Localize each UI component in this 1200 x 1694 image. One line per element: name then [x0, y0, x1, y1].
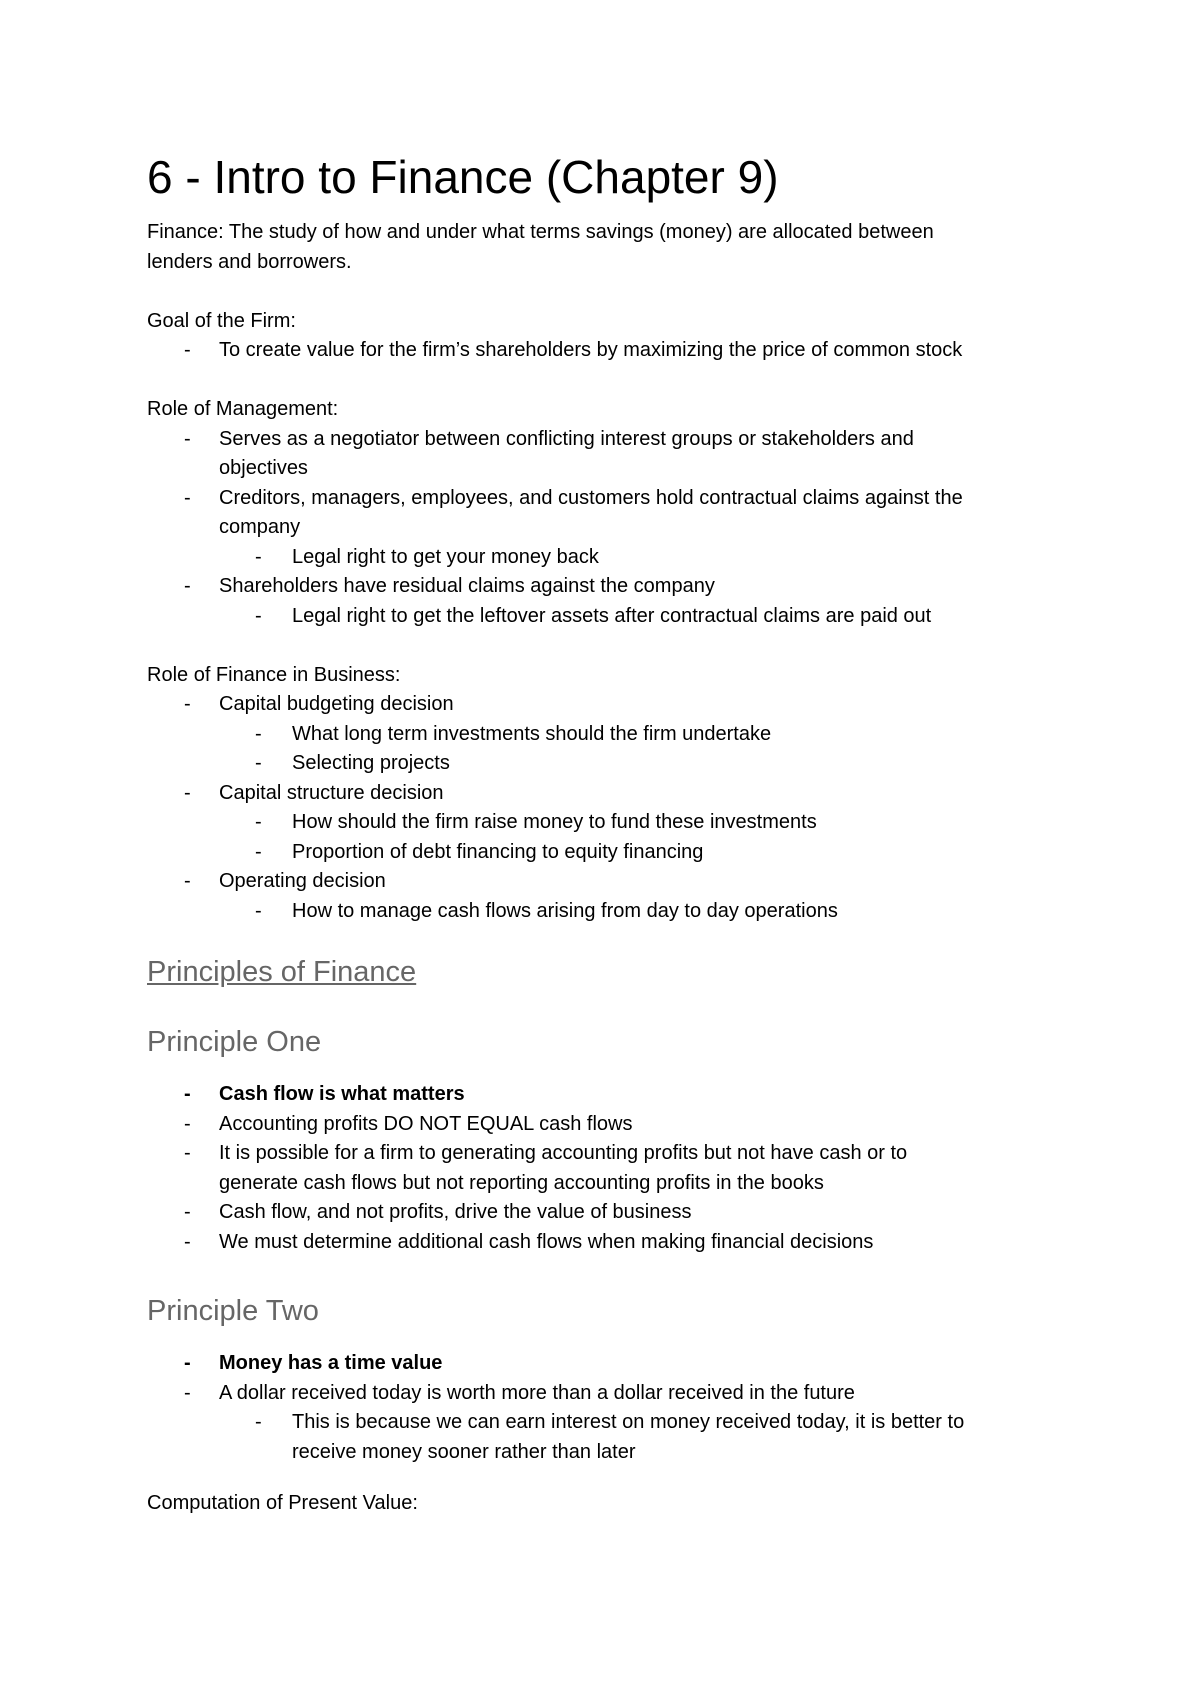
- present-value-heading: Computation of Present Value:: [147, 1492, 418, 1514]
- list-item-text: We must determine additional cash flows when making financial decisions: [219, 1230, 874, 1253]
- dash-bullet: -: [184, 1142, 191, 1164]
- list-item-text: Cash flow is what matters: [219, 1083, 465, 1105]
- principle-one-list: [147, 1080, 1077, 1257]
- list-item-text: Accounting profits DO NOT EQUAL cash flows: [219, 1112, 633, 1135]
- list-item-text: Operating decision: [219, 870, 386, 892]
- list-item-text: Shareholders have residual claims against the company: [219, 575, 715, 597]
- list-item-text: Serves as a negotiator between conflicting interest groups or stakeholders and: [219, 427, 914, 450]
- sub-list-item: [147, 838, 1077, 868]
- dash-bullet: -: [184, 1230, 191, 1253]
- dash-bullet: -: [255, 811, 262, 833]
- list-item: [147, 1198, 1077, 1228]
- dash-bullet: -: [184, 339, 191, 361]
- list-item-text: Money has a time value: [219, 1352, 443, 1374]
- list-item-text: Legal right to get the leftover assets after contractual claims are paid out: [292, 604, 932, 627]
- sub-list-item-continuation: [147, 1438, 1077, 1468]
- list-item: [147, 1139, 1077, 1169]
- list-item-text: generate cash flows but not reporting accounting profits in the books: [219, 1171, 824, 1194]
- list-item-text: Capital budgeting decision: [219, 693, 454, 715]
- sub-list-item: [147, 808, 1077, 838]
- principle-two-heading: Principle Two: [147, 1295, 319, 1327]
- management-sublist: [147, 543, 1077, 573]
- finance-role-list: [147, 867, 1077, 897]
- dash-bullet: -: [255, 752, 262, 774]
- list-item: [147, 336, 1077, 366]
- principle-one-heading: Principle One: [147, 1026, 322, 1058]
- sub-list-item: [147, 749, 1077, 779]
- list-item: [147, 1110, 1077, 1140]
- management-list: [147, 425, 1077, 543]
- dash-bullet: -: [184, 486, 191, 509]
- list-item: [147, 1379, 1077, 1409]
- list-item-text: This is because we can earn interest on money received today, it is better to: [292, 1411, 965, 1433]
- dash-bullet: -: [184, 693, 191, 715]
- sub-list-item: [147, 543, 1077, 573]
- list-item-text: Selecting projects: [292, 752, 450, 774]
- list-item-text: How to manage cash flows arising from day to day operations: [292, 899, 838, 922]
- spacer: [147, 277, 1077, 307]
- finance-role-sublist: [147, 808, 1077, 867]
- dash-bullet: -: [255, 840, 262, 863]
- dash-bullet: -: [255, 722, 262, 745]
- list-item-continuation: [147, 513, 1077, 543]
- principle-two-list: [147, 1349, 1077, 1408]
- list-item: [147, 1228, 1077, 1258]
- principles-heading: Principles of Finance: [147, 956, 417, 988]
- finance-role-heading: Role of Finance in Business:: [147, 663, 401, 686]
- sub-list-item: [147, 897, 1077, 927]
- dash-bullet: -: [184, 1083, 191, 1105]
- list-item: [147, 425, 1077, 455]
- list-item-text: To create value for the firm’s shareholders by maximizing the price of common stock: [219, 339, 963, 361]
- dash-bullet: -: [184, 1352, 191, 1374]
- list-item-text: Cash flow, and not profits, drive the value of business: [219, 1201, 692, 1223]
- finance-role-sublist: [147, 897, 1077, 927]
- list-item-text: Legal right to get your money back: [292, 545, 599, 568]
- management-heading: Role of Management:: [147, 398, 339, 420]
- finance-definition-line-2: lenders and borrowers.: [147, 250, 352, 273]
- management-list: [147, 572, 1077, 602]
- sub-list-item: [147, 1408, 1077, 1438]
- management-sublist: [147, 602, 1077, 632]
- list-item-text: Creditors, managers, employees, and customers hold contractual claims against the: [219, 486, 963, 509]
- spacer: [147, 631, 1077, 661]
- list-item-text: A dollar received today is worth more than a dollar received in the future: [219, 1381, 855, 1404]
- dash-bullet: -: [184, 1112, 191, 1135]
- list-item: [147, 1080, 1077, 1110]
- sub-list-item: [147, 602, 1077, 632]
- list-item: [147, 690, 1077, 720]
- list-item-text: objectives: [219, 457, 308, 479]
- list-item: [147, 572, 1077, 602]
- list-item: [147, 484, 1077, 514]
- finance-role-list: [147, 690, 1077, 720]
- dash-bullet: -: [255, 604, 262, 627]
- goal-heading: Goal of the Firm:: [147, 309, 296, 332]
- dash-bullet: -: [184, 870, 191, 892]
- principle-two-sublist: [147, 1408, 1077, 1467]
- spacer: [147, 366, 1077, 396]
- goal-list: [147, 336, 1077, 366]
- dash-bullet: -: [184, 427, 191, 450]
- dash-bullet: -: [255, 545, 262, 568]
- list-item-text: receive money sooner rather than later: [292, 1440, 636, 1463]
- list-item: [147, 1349, 1077, 1379]
- list-item: [147, 867, 1077, 897]
- spacer: [147, 1467, 1077, 1489]
- document-title: 6 - Intro to Finance (Chapter 9): [147, 151, 779, 203]
- dash-bullet: -: [255, 899, 262, 922]
- finance-role-sublist: [147, 720, 1077, 779]
- dash-bullet: -: [184, 575, 191, 597]
- list-item-text: company: [219, 516, 301, 538]
- list-item-continuation: [147, 454, 1077, 484]
- sub-list-item: [147, 720, 1077, 750]
- list-item-text: Proportion of debt financing to equity financing: [292, 840, 704, 863]
- list-item-text: Capital structure decision: [219, 781, 444, 804]
- list-item-text: It is possible for a firm to generating accounting profits but not have cash or to: [219, 1142, 908, 1164]
- dash-bullet: -: [184, 1381, 191, 1404]
- finance-definition-line-1: Finance: The study of how and under what terms savings (money) are allocated between: [147, 221, 934, 243]
- dash-bullet: -: [184, 1201, 191, 1223]
- document-page: [147, 150, 1077, 1519]
- list-item-text: What long term investments should the firm undertake: [292, 722, 772, 745]
- finance-role-list: [147, 779, 1077, 809]
- list-item-continuation: [147, 1169, 1077, 1199]
- dash-bullet: -: [255, 1411, 262, 1433]
- dash-bullet: -: [184, 781, 191, 804]
- list-item: [147, 779, 1077, 809]
- list-item-text: How should the firm raise money to fund these investments: [292, 811, 817, 833]
